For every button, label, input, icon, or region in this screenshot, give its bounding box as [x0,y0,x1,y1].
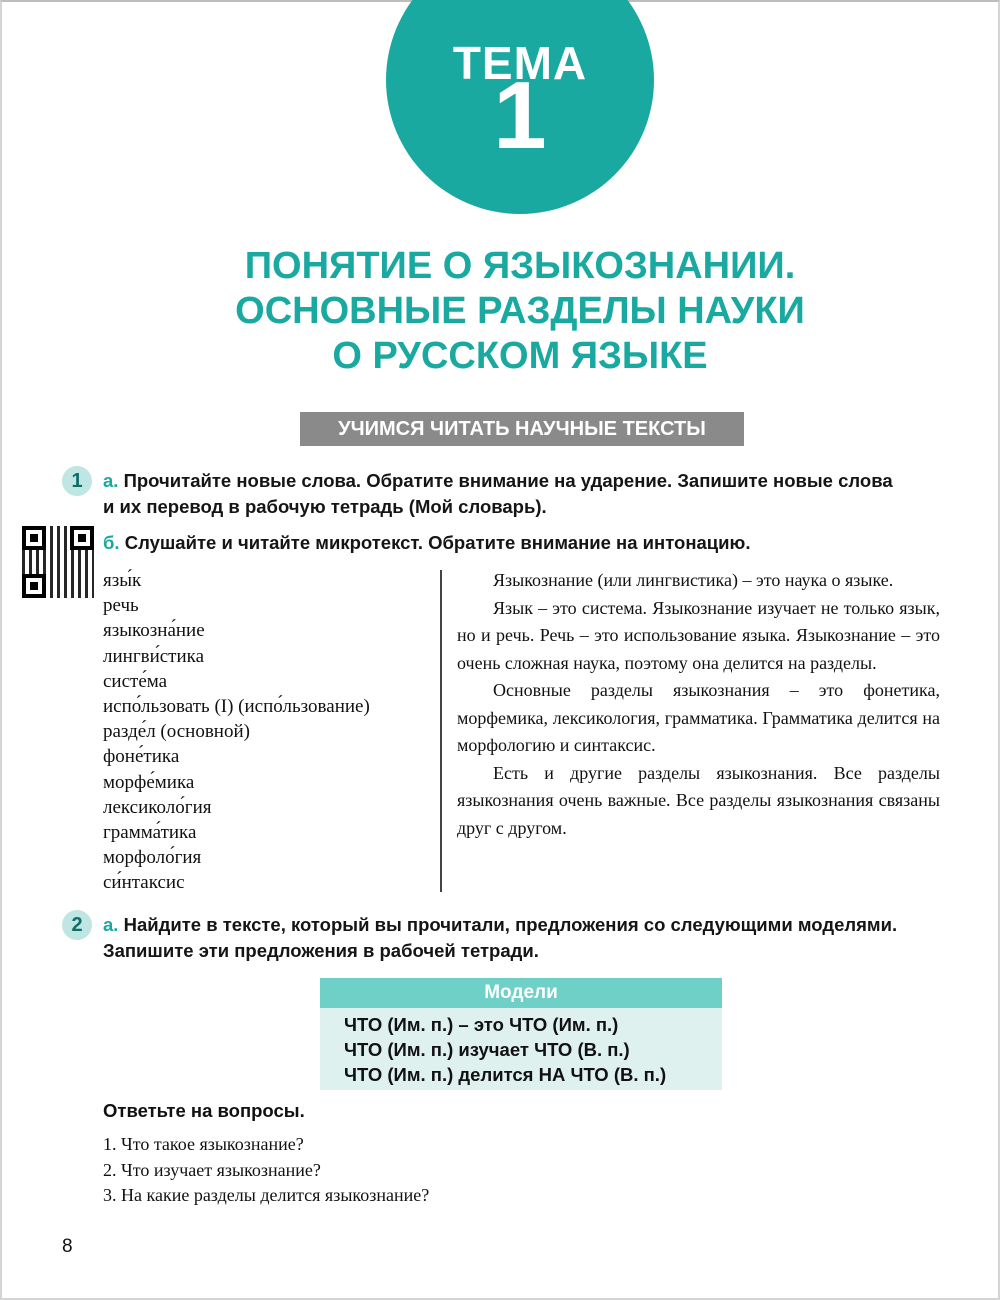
qr-corner [70,526,94,550]
title-line: ОСНОВНЫЕ РАЗДЕЛЫ НАУКИ [235,290,805,332]
vocabulary-list [103,568,370,896]
question-item: 1. Что такое языкознание? [103,1134,304,1154]
task-text: Найдите в тексте, который вы прочитали, предложения со следующими моделями. [123,914,898,935]
question-item: 3. На какие разделы делится языкознание? [103,1185,430,1205]
task-number-badge: 1 [62,466,92,496]
vocabulary-item: морфе́мика [103,771,195,793]
vocabulary-item: испо́льзовать (I) (испо́льзование) [103,696,370,718]
title-line: ПОНЯТИЕ О ЯЗЫКОЗНАНИИ. [244,245,796,287]
microtext [457,567,940,842]
task-letter: а. [103,470,119,491]
questions-heading: Ответьте на вопросы. [103,1100,305,1121]
page-title [150,244,890,379]
page-number: 8 [62,1236,73,1257]
vocabulary-item: речь [103,595,139,617]
task-number-badge: 2 [62,910,92,940]
question-item: 2. Что изучает языкознание? [103,1159,321,1180]
task-letter: а. [103,914,119,935]
vocabulary-item: систе́ма [103,670,168,692]
qr-corner [22,574,46,598]
model-item: ЧТО (Им. п.) делится НА ЧТО (В. п.) [344,1064,667,1085]
vocabulary-item: язы́к [103,570,142,591]
vocabulary-item: разде́л (основной) [103,721,250,743]
task-text: Слушайте и читайте микротекст. Обратите внимание на интонацию. [124,532,751,553]
topic-word: ТЕМА [452,37,588,89]
task1-a [103,468,943,520]
microtext-paragraph: Основные разделы языкознания – это фонетика, морфемика, лексикология, грамматика. Грамматика делится на морфологию и синтаксис. [457,680,940,755]
vocabulary-item: грамма́тика [103,822,197,844]
microtext-paragraph: Языкознание (или лингвистика) – это наука о языке. [493,570,894,590]
task-text: Запишите эти предложения в рабочей тетради. [103,940,539,961]
models-box [320,978,722,1090]
task2-a [103,912,963,964]
topic-number: 1 [493,62,547,169]
model-item: ЧТО (Им. п.) изучает ЧТО (В. п.) [344,1039,630,1060]
model-item: ЧТО (Им. п.) – это ЧТО (Им. п.) [344,1014,619,1035]
task1-b [103,530,943,556]
microtext-paragraph: Язык – это система. Языкознание изучает не только язык, но и речь. Речь – это использование языка. Языкознание – это очень сложная наука, поэтому она делится на разделы. [457,597,940,673]
title-line: О РУССКОМ ЯЗЫКЕ [332,335,708,377]
models-heading: Модели [320,978,722,1008]
task-text: и их перевод в рабочую тетрадь (Мой словарь). [103,496,547,517]
questions-list [103,1132,429,1209]
task-letter: б. [103,532,120,553]
vocabulary-item: морфоло́гия [103,847,202,869]
section-heading: УЧИМСЯ ЧИТАТЬ НАУЧНЫЕ ТЕКСТЫ [300,412,744,446]
vocabulary-item: фоне́тика [103,746,180,768]
vocabulary-item: си́нтаксис [103,872,185,894]
models-list [344,1012,722,1087]
vocabulary-item: лингви́стика [103,645,205,667]
microtext-paragraph: Есть и другие разделы языкознания. Все разделы языкознания очень важные. Все разделы языкознания связаны друг с другом. [457,762,940,838]
qr-corner [22,526,46,550]
qr-code-icon[interactable] [22,526,94,598]
task-text: Прочитайте новые слова. Обратите внимание на ударение. Запишите новые слова [123,470,893,491]
vocabulary-item: лексиколо́гия [103,796,212,818]
vocabulary-item: языкозна́ние [103,620,205,642]
column-divider [440,570,442,892]
